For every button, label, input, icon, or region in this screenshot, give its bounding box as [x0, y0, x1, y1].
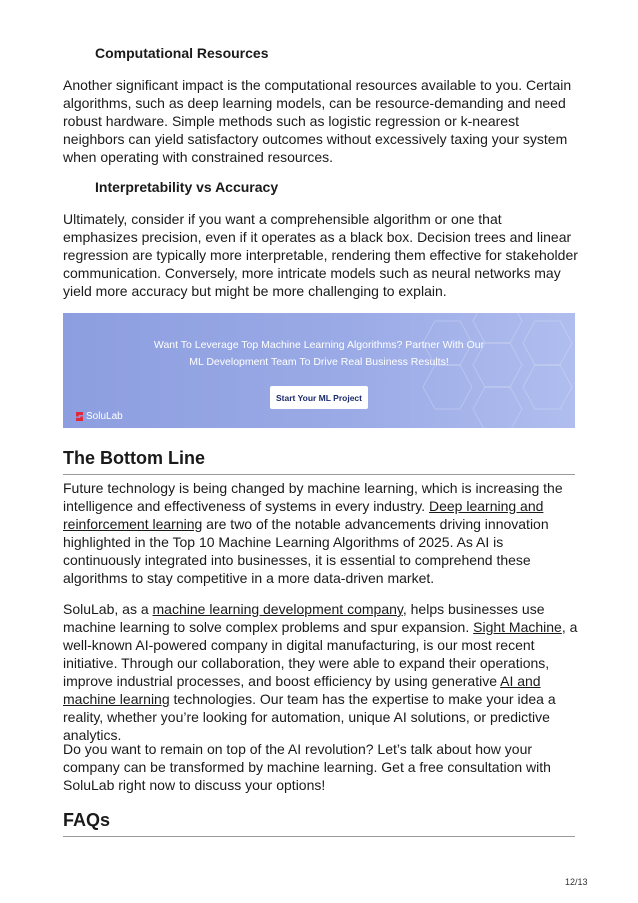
solulab-logo-icon — [76, 412, 83, 421]
heading-the-bottom-line: The Bottom Line — [63, 448, 575, 475]
heading-faqs: FAQs — [63, 810, 575, 837]
paragraph-bottom-line-2 — [63, 600, 578, 744]
text-span: SoluLab, as a — [63, 601, 153, 617]
link-ai-and-machine-learning[interactable]: AI and machine learning — [63, 673, 541, 707]
cta-banner[interactable] — [63, 313, 575, 428]
link-sight-machine[interactable]: Sight Machine — [473, 619, 562, 635]
solulab-logo-text: SoluLab — [86, 411, 123, 422]
page-number: 12/13 — [565, 877, 588, 887]
subheading-computational-resources: Computational Resources — [95, 45, 269, 61]
paragraph-computational-resources: Another significant impact is the computational resources available to you. Certain algorithms, such as deep learning models, can be resource-demanding and need robust hardware. Simple methods such as logistic regression or k-nearest neighbors can yield satisfactory outcomes without excessively taxing your system when operating with constrained resources. — [63, 77, 572, 165]
text-span: technologies. Our team has the expertise to make your idea a reality, whether you’re looking for automation, unique AI solutions, or predictive analytics. — [63, 691, 556, 743]
banner-title-line-2: ML Development Team To Drive Real Business Results! — [189, 356, 449, 368]
paragraph-bottom-line-3: Do you want to remain on top of the AI revolution? Let’s talk about how your company can be transformed by machine learning. Get a free consultation with SoluLab right now to discuss your options! — [63, 741, 551, 793]
start-ml-project-button[interactable]: Start Your ML Project — [270, 386, 368, 409]
subheading-interpretability: Interpretability vs Accuracy — [95, 179, 279, 195]
banner-title-line-1: Want To Leverage Top Machine Learning Algorithms? Partner With Our — [153, 339, 485, 351]
solulab-logo — [76, 411, 123, 422]
text-span: , helps businesses use machine learning to solve complex problems and spur expansion. — [63, 601, 545, 635]
paragraph-interpretability: Ultimately, consider if you want a comprehensible algorithm or one that emphasizes precision, even if it operates as a black box. Decision trees and linear regression are typically more interpretable, rendering them effective for stakeholder communication. Conversely, more intricate models such as neural networks may yield more accuracy but might be more challenging to explain. — [63, 211, 578, 299]
link-deep-learning-reinforcement[interactable]: Deep learning and reinforcement learning — [63, 498, 544, 532]
text-span: Future technology is being changed by machine learning, which is increasing the intelligence and effectiveness of systems in every industry. — [63, 480, 563, 514]
text-span: , a well-known AI-powered company in digital manufacturing, is our most recent initiative. Through our collaboration, they were able to expand their operations, improve industrial processes, and boost efficiency by using generative — [63, 619, 578, 689]
paragraph-bottom-line-1 — [63, 479, 578, 587]
link-ml-development-company[interactable]: machine learning development company — [152, 601, 403, 617]
text-span: are two of the notable advancements driving innovation highlighted in the Top 10 Machine Learning Algorithms of 2025. As AI is continuously integrated into businesses, it is essential to comprehend these algorithms to stay competitive in a more data-driven market. — [63, 516, 549, 586]
banner-title — [63, 337, 575, 371]
